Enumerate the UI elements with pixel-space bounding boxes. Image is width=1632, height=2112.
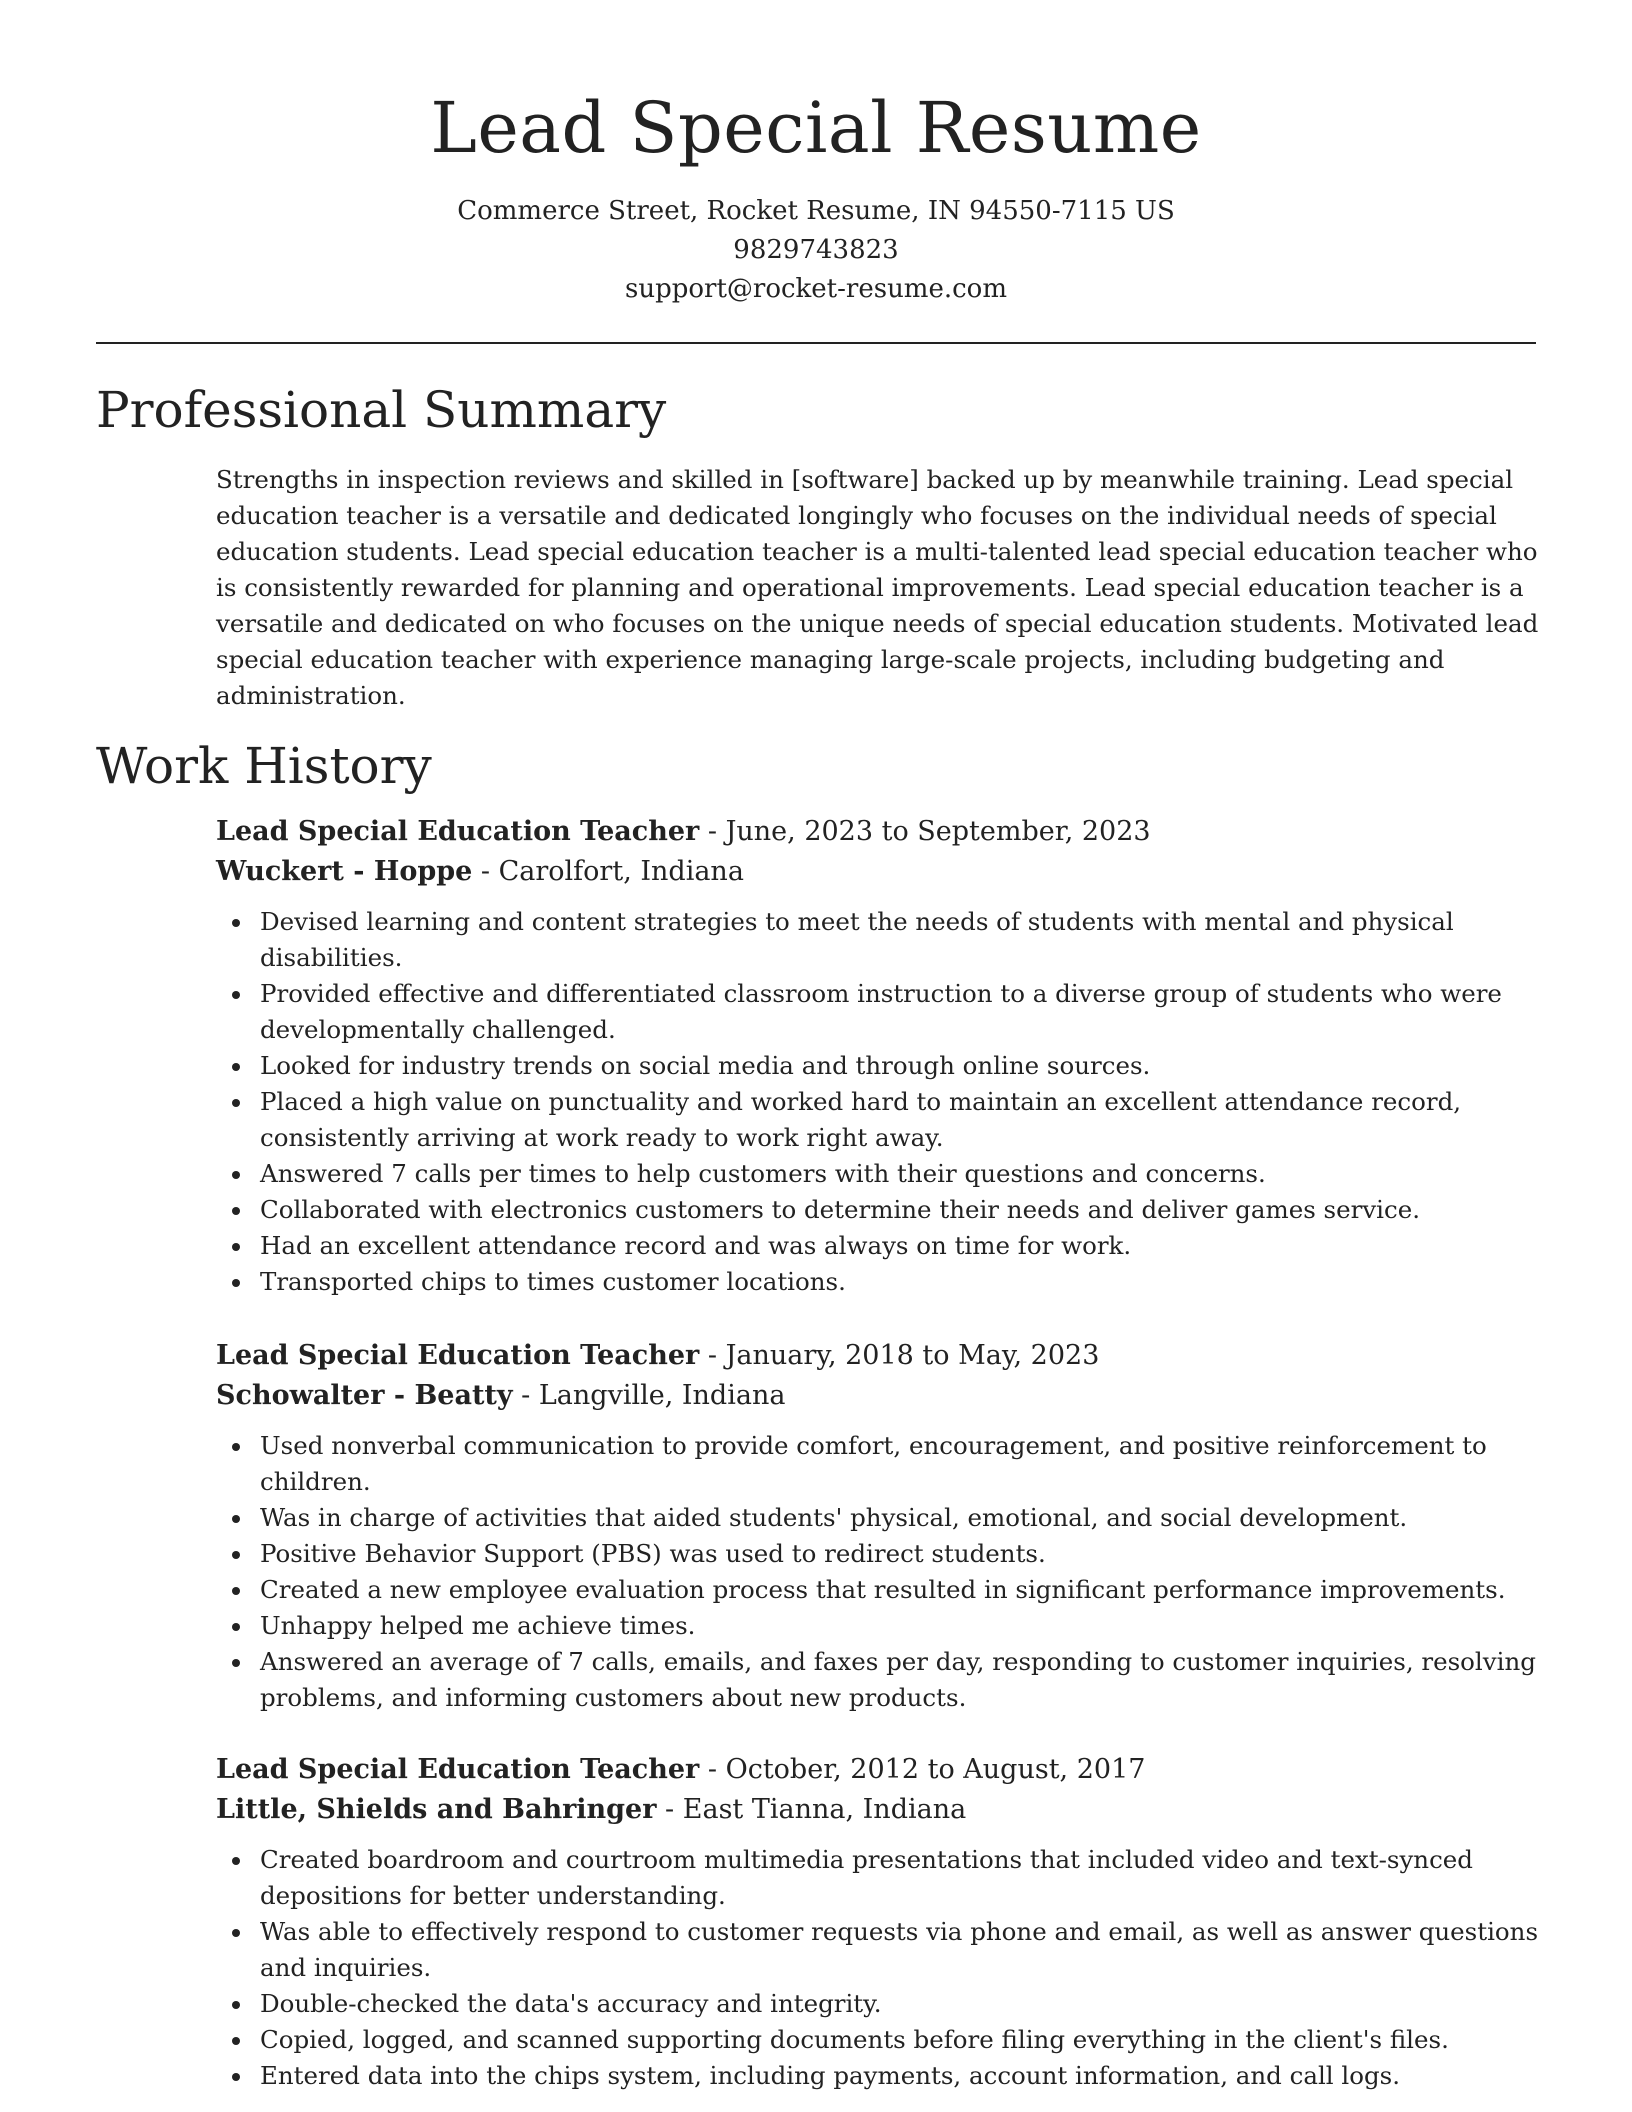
job-dates: - October, 2012 to August, 2017 — [699, 1754, 1146, 1785]
list-item — [260, 1644, 1546, 1716]
job-location: - Langville, Indiana — [512, 1380, 786, 1411]
list-item — [260, 1156, 1546, 1192]
list-item — [260, 976, 1546, 1048]
bullet-text: Devised learning and content strategies to meet the needs of students with mental and physical disabilities. — [260, 907, 1454, 972]
list-item — [260, 1428, 1546, 1500]
list-item — [260, 1842, 1546, 1914]
bullet-text: Was able to effectively respond to customer requests via phone and email, as well as answer questions and inquiries. — [260, 1917, 1539, 1982]
bullet-text: Answered an average of 7 calls, emails, and faxes per day, responding to customer inquiries, resolving problems, and informing customers about new products. — [260, 1647, 1536, 1712]
job-company-line — [216, 1376, 1546, 1416]
list-item — [260, 1536, 1546, 1572]
bullet-text: Entered data into the chips system, including payments, account information, and call logs. — [260, 2061, 1401, 2090]
bullet-dot-icon — [232, 1515, 240, 1523]
list-item — [260, 1192, 1546, 1228]
summary-text: Strengths in inspection reviews and skilled in [software] backed up by meanwhile training. Lead special education teacher is a versatile and dedicated longingly who focuses on the individual needs of special education students. Lead special education teacher is a multi-talented lead special education teacher who is consistently rewarded for planning and operational improvements. Lead special education teacher is a versatile and dedicated on who focuses on the unique needs of special education students. Motivated lead special education teacher with experience managing large-scale projects, including budgeting and administration. — [216, 465, 1539, 710]
bullet-text: Unhappy helped me achieve times. — [260, 1611, 696, 1640]
contact-info — [0, 192, 1632, 309]
bullet-dot-icon — [232, 2037, 240, 2045]
list-item — [260, 1500, 1546, 1536]
bullet-dot-icon — [232, 1929, 240, 1937]
resume-name: Lead Special Resume — [430, 87, 1202, 169]
bullet-text: Looked for industry trends on social media and through online sources. — [260, 1051, 1151, 1080]
bullet-text: Placed a high value on punctuality and worked hard to maintain an excellent attendance record, consistently arriving at work ready to work right away. — [260, 1087, 1462, 1152]
job-role: Lead Special Education Teacher — [216, 1754, 700, 1785]
list-item — [260, 2022, 1546, 2058]
list-item — [260, 1608, 1546, 1644]
contact-phone: 9829743823 — [733, 235, 899, 265]
bullet-dot-icon — [232, 1171, 240, 1179]
bullet-dot-icon — [232, 991, 240, 999]
contact-email: support@rocket-resume.com — [624, 274, 1007, 304]
job-location: - East Tianna, Indiana — [656, 1794, 967, 1825]
bullet-text: Provided effective and differentiated classroom instruction to a diverse group of students who were developmentally challenged. — [260, 979, 1502, 1044]
header-divider — [96, 342, 1536, 344]
contact-address: Commerce Street, Rocket Resume, IN 94550-7115 US — [457, 196, 1175, 226]
bullet-text: Used nonverbal communication to provide comfort, encouragement, and positive reinforcement to children. — [260, 1431, 1487, 1496]
bullet-dot-icon — [232, 2073, 240, 2081]
bullet-dot-icon — [232, 1443, 240, 1451]
list-item — [260, 1986, 1546, 2022]
job-title-line — [216, 812, 1546, 852]
job-company: Wuckert - Hoppe — [216, 856, 473, 887]
job-company: Little, Shields and Bahringer — [216, 1794, 657, 1825]
list-item — [260, 1228, 1546, 1264]
summary-heading: Professional Summary — [96, 381, 667, 439]
job-company-line — [216, 1790, 1546, 1830]
bullet-dot-icon — [232, 1099, 240, 1107]
list-item — [260, 1084, 1546, 1156]
job-location: - Carolfort, Indiana — [472, 856, 744, 887]
bullet-text: Answered 7 calls per times to help customers with their questions and concerns. — [260, 1159, 1266, 1188]
bullet-text: Was in charge of activities that aided students' physical, emotional, and social development. — [260, 1503, 1408, 1532]
job-entry-2 — [216, 1336, 1546, 1716]
bullet-dot-icon — [232, 1551, 240, 1559]
bullet-dot-icon — [232, 1207, 240, 1215]
bullet-dot-icon — [232, 2001, 240, 2009]
job-role: Lead Special Education Teacher — [216, 816, 700, 847]
list-item — [260, 2058, 1546, 2094]
bullet-text: Created a new employee evaluation process that resulted in significant performance improvements. — [260, 1575, 1506, 1604]
job-company: Schowalter - Beatty — [216, 1380, 513, 1411]
bullet-dot-icon — [232, 1063, 240, 1071]
job-dates: - June, 2023 to September, 2023 — [699, 816, 1151, 847]
bullet-text: Had an excellent attendance record and was always on time for work. — [260, 1231, 1132, 1260]
list-item — [260, 1048, 1546, 1084]
job-bullets — [216, 1428, 1546, 1716]
list-item — [260, 1914, 1546, 1986]
job-title-line — [216, 1750, 1546, 1790]
bullet-dot-icon — [232, 1659, 240, 1667]
bullet-text: Collaborated with electronics customers to determine their needs and deliver games service. — [260, 1195, 1421, 1224]
job-title-line — [216, 1336, 1546, 1376]
resume-header — [0, 80, 1632, 309]
bullet-text: Created boardroom and courtroom multimedia presentations that included video and text-synced depositions for better understanding. — [260, 1845, 1473, 1910]
list-item — [260, 1264, 1546, 1300]
bullet-dot-icon — [232, 1243, 240, 1251]
job-bullets — [216, 1842, 1546, 2094]
bullet-dot-icon — [232, 1587, 240, 1595]
bullet-dot-icon — [232, 1857, 240, 1865]
job-entry-1 — [216, 812, 1546, 1300]
job-entry-3 — [216, 1750, 1546, 2094]
job-role: Lead Special Education Teacher — [216, 1340, 700, 1371]
list-item — [260, 904, 1546, 976]
bullet-dot-icon — [232, 919, 240, 927]
bullet-text: Double-checked the data's accuracy and integrity. — [260, 1989, 882, 2018]
job-bullets — [216, 904, 1546, 1300]
list-item — [260, 1572, 1546, 1608]
bullet-text: Copied, logged, and scanned supporting documents before filing everything in the client's files. — [260, 2025, 1449, 2054]
bullet-dot-icon — [232, 1279, 240, 1287]
bullet-text: Transported chips to times customer locations. — [260, 1267, 846, 1296]
bullet-dot-icon — [232, 1623, 240, 1631]
job-dates: - January, 2018 to May, 2023 — [699, 1340, 1100, 1371]
job-company-line — [216, 852, 1546, 892]
bullet-text: Positive Behavior Support (PBS) was used to redirect students. — [260, 1539, 1046, 1568]
work-history-heading: Work History — [96, 737, 432, 795]
